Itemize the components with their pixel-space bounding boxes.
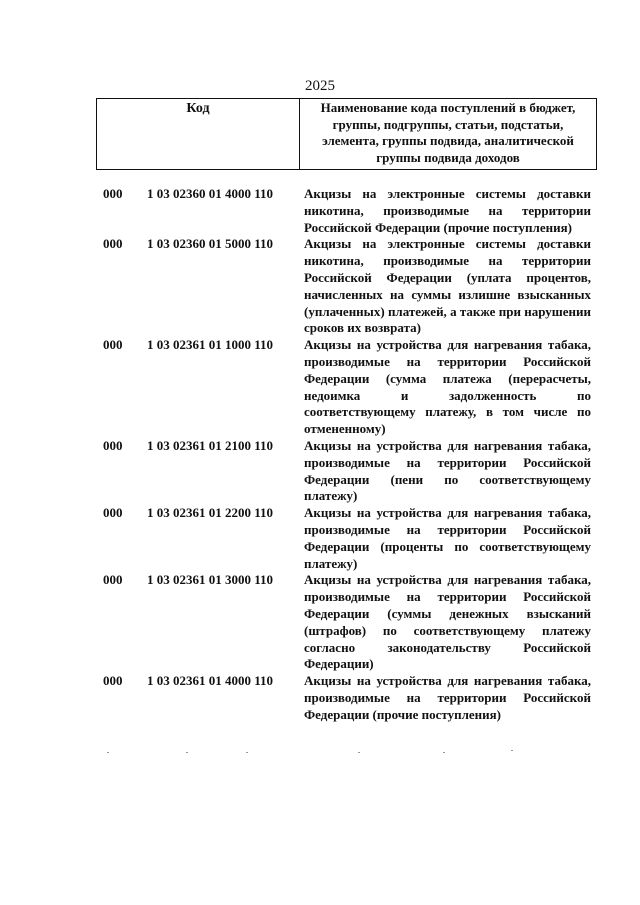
scan-speck — [186, 752, 188, 753]
income-code: 1 03 02361 01 3000 110 — [147, 572, 274, 588]
income-description: Акцизы на устройства для нагревания табака, производимые на территории Российской Федерации (сумма платежа (перерасчеты, недоимка и задолженность по соответствующему платежу, в том числе по отмененному) — [304, 337, 591, 437]
table-row — [103, 505, 591, 572]
income-description: Акцизы на устройства для нагревания табака, производимые на территории Российской Федерации (суммы денежных взысканий (штрафов) по соответствующему платежу согласно законодательству Российской Федерации) — [304, 572, 591, 672]
scan-speck — [246, 752, 248, 753]
page-number: 2025 — [305, 78, 335, 94]
admin-code: 000 — [103, 186, 123, 201]
table-row — [103, 337, 591, 438]
income-description: Акцизы на устройства для нагревания табака, производимые на территории Российской Федерации (прочие поступления) — [304, 673, 591, 722]
admin-code: 000 — [103, 236, 123, 252]
income-codes-list — [103, 186, 591, 724]
income-code: 1 03 02361 01 1000 110 — [147, 337, 274, 353]
income-code: 1 03 02361 01 2100 110 — [147, 437, 274, 453]
income-code: 1 03 02360 01 4000 110 — [147, 186, 274, 201]
table-row — [103, 572, 591, 673]
admin-code: 000 — [103, 572, 123, 588]
income-description: Акцизы на устройства для нагревания табака, производимые на территории Российской Федерации (пени по соответствующему платежу) — [304, 437, 591, 504]
admin-code: 000 — [103, 337, 123, 353]
admin-code: 000 — [103, 505, 123, 521]
scan-speck — [443, 752, 445, 753]
income-code: 1 03 02361 01 4000 110 — [147, 673, 274, 689]
scan-speck — [358, 752, 360, 753]
header-code-column: Код — [97, 99, 300, 169]
header-name-column: Наименование кода поступлений в бюджет, группы, подгруппы, статьи, подстатьи, элемента, группы подвида, аналитической группы подвида доходов — [320, 100, 576, 165]
income-description: Акцизы на электронные системы доставки никотина, производимые на территории Российской Федерации (прочие поступления) — [304, 186, 591, 235]
table-row — [103, 236, 591, 337]
income-code: 1 03 02360 01 5000 110 — [147, 236, 274, 252]
scan-speck — [107, 752, 109, 753]
income-code: 1 03 02361 01 2200 110 — [147, 505, 274, 521]
admin-code: 000 — [103, 673, 123, 689]
admin-code: 000 — [103, 437, 123, 453]
table-row — [103, 438, 591, 505]
scan-speck — [511, 750, 513, 751]
table-header — [96, 98, 597, 170]
income-description: Акцизы на электронные системы доставки никотина, производимые на территории Российской Федерации (уплата процентов, начисленных на суммы излишне взысканных (уплаченных) платежей, а также при нарушении сроков их возврата) — [304, 236, 591, 336]
income-description: Акцизы на устройства для нагревания табака, производимые на территории Российской Федерации (проценты по соответствующему платежу) — [304, 505, 591, 571]
table-row — [103, 673, 591, 723]
table-row — [103, 186, 591, 236]
